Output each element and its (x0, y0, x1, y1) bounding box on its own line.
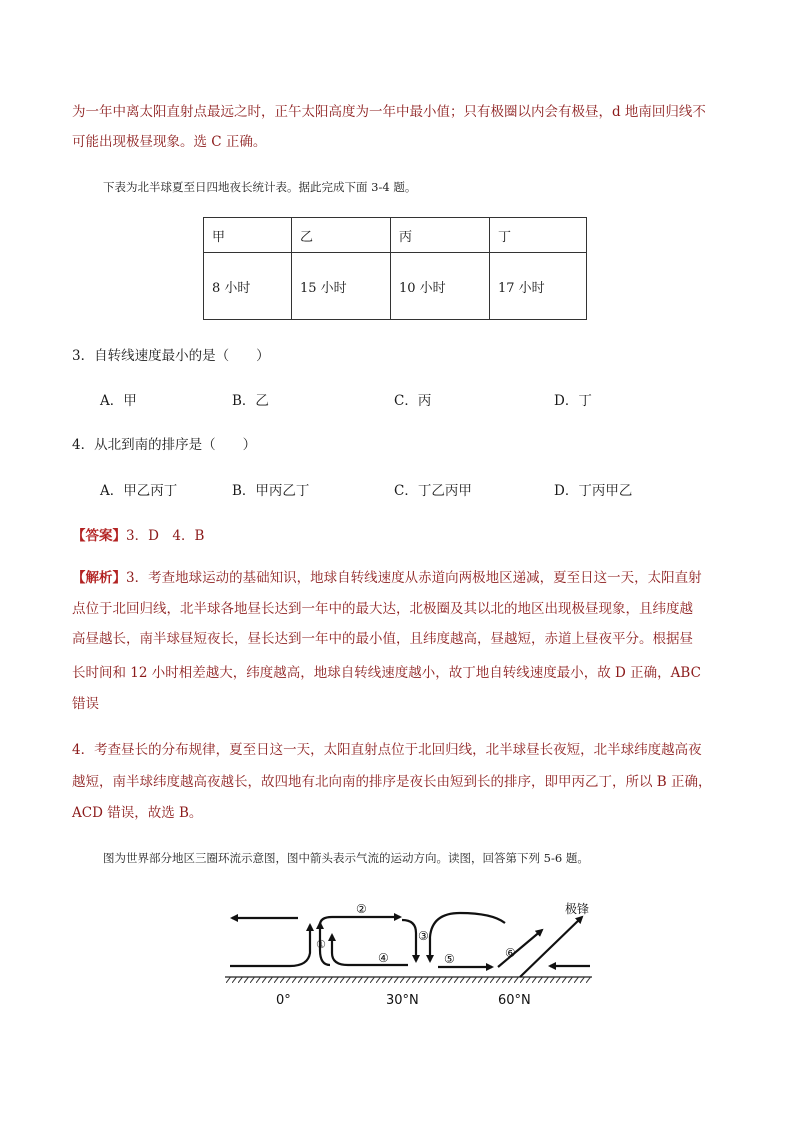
ground-surface (225, 977, 592, 983)
circle-label-6: ⑥ (505, 946, 516, 960)
option-c: C．丙 (394, 393, 432, 409)
table-header: 丁 (490, 218, 587, 253)
explanation-line: 可能出现极昼现象。选 C 正确。 (72, 134, 267, 150)
upper-return-arrow (430, 913, 505, 961)
upper-flow-arrow-2 (320, 917, 400, 925)
option-d: D．丁丙甲乙 (554, 483, 633, 499)
circle-label-5: ⑤ (444, 952, 455, 966)
question-4: 4．从北到南的排序是（ ） (72, 437, 257, 453)
question-intro: 图为世界部分地区三圈环流示意图，图中箭头表示气流的运动方向。读图，回答第下列 5-6 题。 (103, 851, 589, 865)
table-cell: 8 小时 (204, 253, 292, 320)
sinking-air-arrow-3 (402, 920, 416, 961)
answer-line (72, 524, 204, 544)
table-header: 乙 (292, 218, 391, 253)
night-length-table (203, 217, 587, 320)
surface-wind-arrow (230, 925, 310, 966)
analysis-line: ACD 错误，故选 B。 (72, 805, 203, 821)
explanation-line: 为一年中离太阳直射点最远之时，正午太阳高度为一年中最小值；只有极圈以内会有极昼，d 地南回归线不 (72, 104, 706, 120)
table-cell: 10 小时 (391, 253, 490, 320)
table-cell: 17 小时 (490, 253, 587, 320)
circle-label-2: ② (356, 902, 367, 916)
analysis-text: 3．考查地球运动的基础知识，地球自转线速度从赤道向两极地区递减，夏至日这一天，太阳直射 (126, 570, 702, 586)
table-header: 甲 (204, 218, 292, 253)
table-cell: 15 小时 (292, 253, 391, 320)
analysis-line: 长时间和 12 小时相差越大，纬度越高，地球自转线速度越小，故丁地自转线速度最小，故 D 正确，ABC (72, 665, 701, 681)
analysis-line: 越短，南半球纬度越高夜越长，故四地有北向南的排序是夜长由短到长的排序，即甲丙乙丁，所以 B 正确， (72, 774, 712, 790)
option-a: A．甲 (100, 393, 137, 409)
question-intro: 下表为北半球夏至日四地夜长统计表。据此完成下面 3-4 题。 (103, 180, 417, 194)
option-b: B．乙 (232, 393, 269, 409)
latitude-label-60: 60°N (498, 993, 531, 1008)
question-3: 3．自转线速度最小的是（ ） (72, 348, 270, 364)
circulation-diagram (220, 895, 600, 1020)
polar-front-label: 极锋 (565, 902, 590, 916)
polar-front-arrow (520, 917, 582, 977)
option-b: B．甲丙乙丁 (232, 483, 310, 499)
analysis-line: 错误 (72, 696, 99, 712)
surface-flow-arrow-4 (332, 935, 408, 965)
circle-label-1: ① (316, 938, 326, 951)
analysis-line: 点位于北回归线，北半球各地昼长达到一年中的最大达，北极圈及其以北的地区出现极昼现象，且纬度越 (72, 601, 693, 617)
option-a: A．甲乙丙丁 (100, 483, 178, 499)
circle-label-3: ③ (418, 929, 429, 943)
latitude-label-30: 30°N (386, 993, 419, 1008)
answer-label: 【答案】 (72, 528, 126, 544)
analysis-label: 【解析】 (72, 570, 126, 586)
analysis-line: 4．考查昼长的分布规律，夏至日这一天，太阳直射点位于北回归线，北半球昼长夜短，北半球纬度越高夜 (72, 742, 702, 758)
circle-label-4: ④ (378, 951, 389, 965)
option-c: C．丁乙丙甲 (394, 483, 472, 499)
analysis-line (72, 564, 702, 592)
analysis-line: 高昼越长，南半球昼短夜长，昼长达到一年中的最小值，且纬度越高，昼越短，赤道上昼夜平分。根据昼 (72, 631, 693, 647)
latitude-label-0: 0° (276, 993, 291, 1008)
table-header: 丙 (391, 218, 490, 253)
option-d: D．丁 (554, 393, 592, 409)
answer-text: 3．D 4．B (126, 528, 205, 544)
